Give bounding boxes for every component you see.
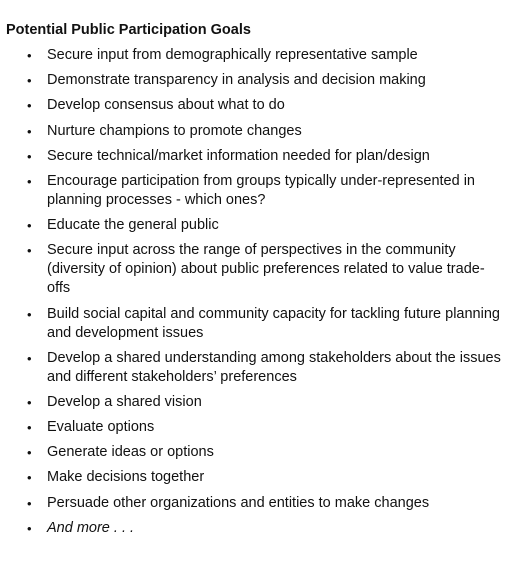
list-item: [0, 393, 525, 412]
bullet-icon: •: [27, 520, 32, 536]
bullet-icon: •: [27, 306, 32, 322]
list-item: [0, 418, 525, 437]
bullet-icon: •: [27, 445, 32, 461]
goal-text: Educate the general public: [47, 217, 219, 234]
goal-text: Demonstrate transparency in analysis and decision making: [47, 72, 426, 89]
bullet-icon: •: [27, 73, 32, 89]
list-item: [0, 96, 525, 115]
goal-text: Develop consensus about what to do: [47, 97, 285, 114]
bullet-icon: •: [27, 98, 32, 114]
list-item: [0, 71, 525, 90]
list-item: [0, 494, 525, 513]
list-item: [0, 122, 525, 141]
list-item: [0, 241, 525, 298]
list-item: [0, 147, 525, 166]
bullet-icon: •: [27, 123, 32, 139]
list-item: [0, 349, 525, 387]
bullet-icon: •: [27, 243, 32, 259]
bullet-icon: •: [27, 470, 32, 486]
goal-text: Evaluate options: [47, 419, 155, 436]
goal-text: Develop a shared understanding among stakeholders about the issues and different stakeholders’ preferences: [47, 349, 501, 385]
goal-text: Secure technical/market information needed for plan/design: [47, 147, 430, 164]
goal-text: Make decisions together: [47, 469, 205, 486]
goal-text: Generate ideas or options: [47, 444, 214, 461]
goal-text: Nurture champions to promote changes: [47, 122, 302, 139]
bullet-icon: •: [27, 420, 32, 436]
bullet-icon: •: [27, 350, 32, 366]
list-item: [0, 172, 525, 210]
bullet-icon: •: [27, 218, 32, 234]
goal-text: Persuade other organizations and entities to make changes: [47, 494, 430, 511]
bullet-icon: •: [27, 394, 32, 410]
bullet-icon: •: [27, 495, 32, 511]
goal-text: Develop a shared vision: [47, 393, 202, 410]
list-item: [0, 443, 525, 462]
bullet-icon: •: [27, 173, 32, 189]
page-title: Potential Public Participation Goals: [6, 22, 251, 38]
list-item: [0, 46, 525, 65]
goal-text: Secure input across the range of perspectives in the community (diversity of opinion) about public preferences related to value trade-offs: [47, 242, 485, 297]
goal-text: Build social capital and community capacity for tackling future planning and development issues: [47, 305, 500, 341]
bullet-icon: •: [27, 148, 32, 164]
goals-list: [0, 46, 525, 544]
goal-text: And more . . .: [47, 519, 135, 536]
list-item: [0, 468, 525, 487]
list-item: [0, 519, 525, 538]
list-item: [0, 216, 525, 235]
bullet-icon: •: [27, 48, 32, 63]
list-item: [0, 305, 525, 343]
goal-text: Secure input from demographically representative sample: [47, 47, 418, 63]
goal-text: Encourage participation from groups typically under-represented in planning processes - which ones?: [47, 172, 475, 208]
